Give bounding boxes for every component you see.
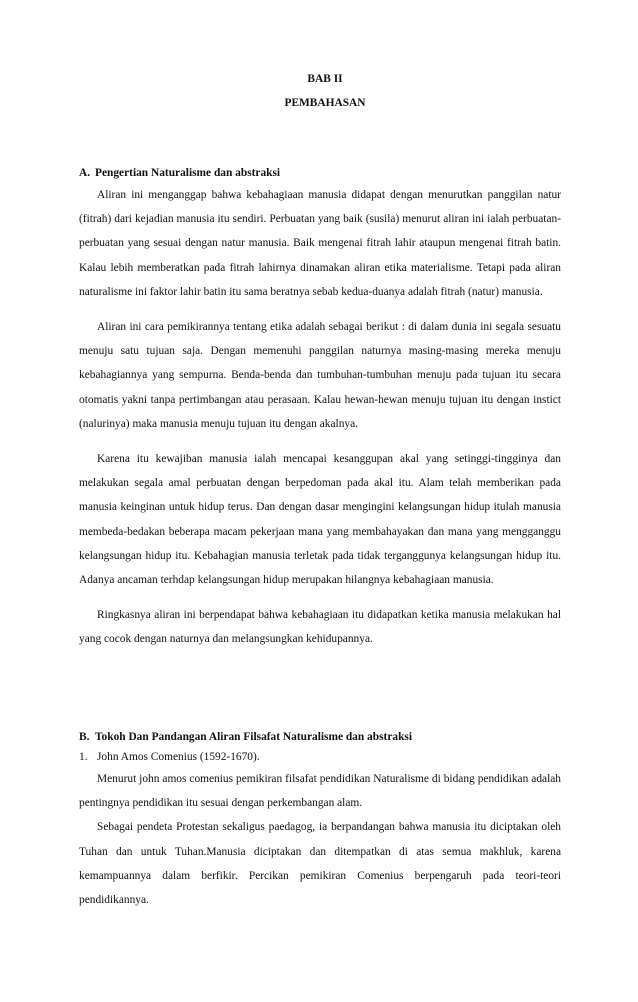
paragraph: Sebagai pendeta Protestan sekaligus paedagog, ia berpandangan bahwa manusia itu diciptakan oleh Tuhan dan untuk Tuhan.Manusia diciptakan dan ditempatkan di atas semua makhluk, karena kemampuannya dalam berfikir. Percikan pemikiran Comenius berpengaruh pada teori-teori pendidikannya. (79, 821, 561, 907)
paragraph: Aliran ini menganggap bahwa kebahagiaan manusia didapat dengan menurutkan panggilan natur (fitrah) dari kejadian manusia itu sendiri. Perbuatan yang baik (susila) menurut aliran ini ialah perbuatan-perbuatan yang sesuai dengan natur manusia. Baik mengenai fitrah lahir ataupun mengenai fitrah batin. Kalau lebih memberatkan pada fitrah lahirnya dinamakan aliran etika materialisme. Tetapi pada aliran naturalisme ini faktor lahir batin itu sama beratnya sebab kedua-duanya adalah fitrah (natur) manusia. (79, 189, 561, 298)
section-a (79, 163, 561, 652)
section-b-title: Tokoh Dan Pandangan Aliran Filsafat Naturalisme dan abstraksi (95, 731, 413, 743)
list-item (79, 747, 561, 767)
section-b-letter: B. (79, 731, 90, 743)
section-a-heading (79, 163, 561, 183)
list-item-title: John Amos Comenius (1592-1670). (97, 751, 260, 763)
paragraph: Karena itu kewajiban manusia ialah mencapai kesanggupan akal yang setinggi-tingginya dan melakukan segala amal perbuatan dengan berpedoman pada akal itu. Alam telah memberikan pada manusia keinginan untuk hidup terus. Dan dengan dasar mengingini kelangsungan hidup itulah manusia membeda-bedakan beberapa macam pekerjaan mana yang membahayakan dan mana yang mengganggu kelangsungan hidup itu. Kebahagian manusia terletak pada tidak terganggunya kelangsungan hidup itu. Adanya ancaman terhdap kelangsungan hidup merupakan hilangnya kebahagiaan manusia. (79, 453, 561, 587)
chapter-title: PEMBAHASAN (284, 97, 366, 109)
paragraph: Aliran ini cara pemikirannya tentang etika adalah sebagai berikut : di dalam dunia ini segala sesuatu menuju satu tujuan saja. Dengan memenuhi panggilan naturnya masing-masing mereka menuju kebahagiannya yang sempurna. Benda-benda dan tumbuhan-tumbuhan menuju pada tujuan itu secara otomatis yakni tanpa pertimbangan atau perasaan. Kalau hewan-hewan menuju tujuan itu dengan instict (nalurinya) maka manusia menuju tujuan itu dengan akalnya. (79, 321, 561, 430)
chapter-label: BAB II (307, 73, 343, 85)
paragraph: Ringkasnya aliran ini berpendapat bahwa kebahagiaan itu didapatkan ketika manusia melakukan hal yang cocok dengan naturnya dan melangsungkan kehidupannya. (79, 609, 561, 646)
paragraph: Menurut john amos comenius pemikiran filsafat pendidikan Naturalisme di bidang pendidikan adalah pentingnya pendidikan itu sesuai dengan perkembangan alam. (79, 773, 561, 810)
section-a-letter: A. (79, 167, 91, 179)
section-b-heading (79, 727, 561, 747)
section-b (79, 727, 561, 912)
section-a-title: Pengertian Naturalisme dan abstraksi (95, 167, 281, 179)
list-item-number: 1. (79, 751, 88, 763)
